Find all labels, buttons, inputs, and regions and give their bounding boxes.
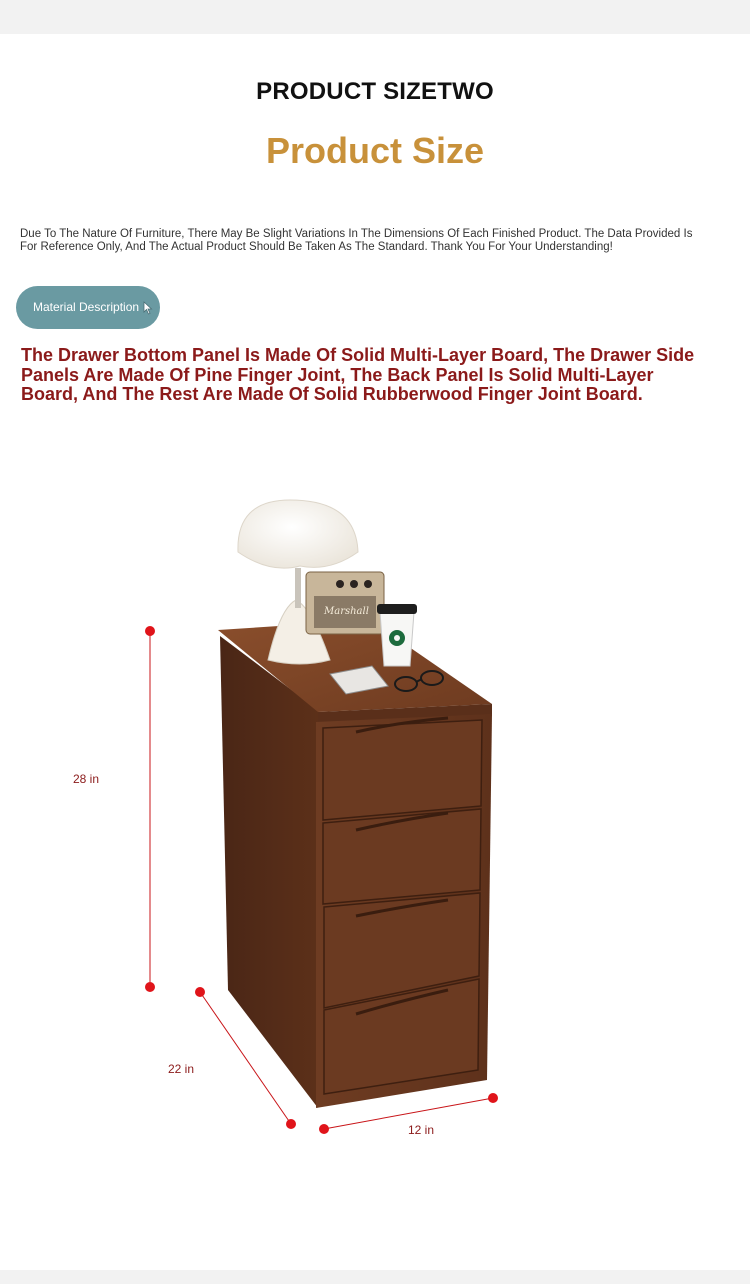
width-dimension-label: 12 in bbox=[408, 1123, 435, 1137]
dimension-disclaimer: Due To The Nature Of Furniture, There May Be Slight Variations In The Dimensions Of Each Finished Product. The Data Provided Is For Reference Only, And The Actual Product Should Be Taken As The Standard. Thank You For Your Understanding! bbox=[20, 228, 693, 253]
material-description-button[interactable] bbox=[16, 286, 160, 329]
top-bar bbox=[0, 0, 750, 34]
coffee-cup bbox=[377, 604, 417, 666]
cabinet-side-panel bbox=[220, 636, 318, 1108]
depth-dimension-label: 22 in bbox=[168, 1062, 195, 1076]
bottom-bar bbox=[0, 1270, 750, 1284]
height-dimension-label: 28 in bbox=[73, 772, 100, 786]
radio-brand-text: Marshall bbox=[324, 606, 369, 617]
material-description-text: The Drawer Bottom Panel Is Made Of Solid Multi-Layer Board, The Drawer Side Panels Are Made Of Pine Finger Joint, The Back Panel Is Solid Multi-Layer Board, And The Rest Are Made Of Solid Rubberwood Finger Joint Board. bbox=[21, 345, 695, 404]
height-dimension-line bbox=[145, 626, 155, 992]
section-title: PRODUCT SIZETWO bbox=[256, 78, 494, 105]
nightstand-illustration bbox=[0, 460, 750, 1160]
material-description-label: Material Description bbox=[33, 300, 140, 314]
product-dimension-figure bbox=[0, 460, 750, 1160]
marshall-radio bbox=[306, 572, 384, 634]
product-size-heading: Product Size bbox=[265, 130, 485, 171]
pointer-cursor-icon bbox=[143, 301, 153, 315]
drawer-2 bbox=[323, 809, 481, 904]
drawer-1 bbox=[323, 718, 482, 820]
